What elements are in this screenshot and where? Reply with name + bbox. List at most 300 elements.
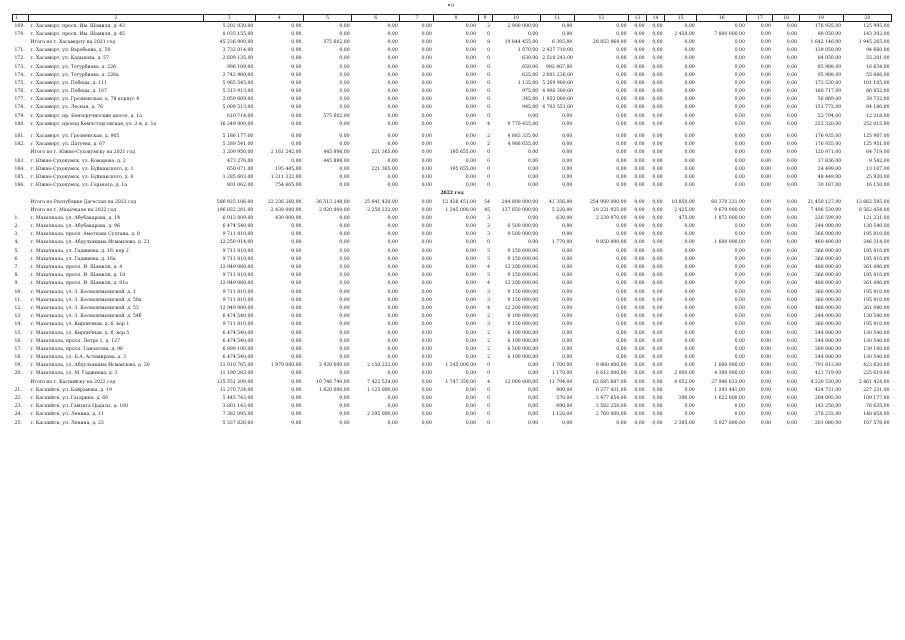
value-cell: 3 732 014,00 bbox=[222, 48, 254, 54]
value-cell: 0,00 bbox=[760, 322, 771, 328]
value-cell: 754 665,00 bbox=[275, 183, 302, 189]
value-cell: 0,00 bbox=[760, 240, 771, 246]
value-cell: 0,00 bbox=[291, 105, 302, 111]
value-cell: 473 276,00 bbox=[227, 158, 254, 164]
value-cell: 4 300 000,00 bbox=[714, 371, 745, 377]
page-number: 9 bbox=[450, 3, 455, 9]
row-number-cell: 19. bbox=[14, 363, 22, 369]
value-cell: 0,00 bbox=[616, 224, 627, 230]
value-cell: 22 236 260,00 bbox=[267, 199, 302, 205]
value-cell: 0,00 bbox=[786, 355, 798, 361]
value-cell: 13 107,00 bbox=[866, 166, 890, 172]
value-cell: 0,00 bbox=[562, 166, 573, 172]
value-cell: 1 600 000,00 bbox=[714, 240, 745, 246]
value-cell: 60 370 231,00 bbox=[711, 199, 745, 205]
value-cell: 0,00 bbox=[684, 363, 695, 369]
value-cell: 0,00 bbox=[339, 183, 350, 189]
value-cell: 12 000 000,00 bbox=[504, 379, 539, 385]
table-row bbox=[13, 386, 892, 394]
table-row bbox=[13, 394, 892, 402]
value-cell: 0,00 bbox=[734, 289, 745, 295]
value-cell: 0,00 bbox=[652, 105, 663, 111]
value-cell: 0,00 bbox=[634, 297, 645, 303]
value-cell: 0,00 bbox=[684, 174, 695, 180]
value-cell: 0,00 bbox=[421, 314, 432, 320]
value-cell: 24 499,00 bbox=[817, 166, 842, 172]
value-cell: 0,00 bbox=[734, 265, 745, 271]
table-row bbox=[13, 47, 892, 55]
address-cell: г. Махачкала, ул. З. Космодемьянской, д. 50а bbox=[30, 297, 142, 303]
row-number-cell: 18. bbox=[14, 355, 22, 361]
value-cell: 0,00 bbox=[684, 224, 695, 230]
value-cell: 5 313 913,00 bbox=[222, 89, 254, 95]
value-cell: 0,00 bbox=[652, 97, 663, 103]
value-cell: 7 422 524,00 bbox=[367, 379, 398, 385]
table-row bbox=[13, 182, 892, 190]
value-cell: 0,00 bbox=[684, 89, 695, 95]
row-number-cell: 8. bbox=[14, 273, 19, 279]
column-number-6: 6 bbox=[352, 15, 400, 22]
value-cell: 0,00 bbox=[734, 89, 745, 95]
value-cell: 0,00 bbox=[616, 121, 627, 127]
value-cell: 1 245 000,00 bbox=[445, 363, 477, 369]
value-cell: 0,00 bbox=[760, 97, 771, 103]
value-cell: 0,00 bbox=[760, 121, 771, 127]
value-cell: 0,00 bbox=[291, 23, 302, 29]
value-cell: 0,00 bbox=[616, 174, 627, 180]
value-cell: 0,00 bbox=[616, 23, 627, 29]
value-cell: 0,00 bbox=[684, 387, 695, 393]
address-cell: г. Южно-Сухокумск, ул. Буйнакского, д. 6 bbox=[30, 174, 134, 180]
value-cell: 0,00 bbox=[562, 142, 573, 148]
value-cell: 143 302,00 bbox=[863, 31, 890, 37]
value-cell: 0,00 bbox=[652, 64, 663, 70]
value-cell: 4 906 300,00 bbox=[542, 89, 573, 95]
value-cell: 0,00 bbox=[634, 207, 645, 213]
value-cell: 0,00 bbox=[786, 166, 798, 172]
value-cell: 0,00 bbox=[387, 338, 398, 344]
value-cell: 0,00 bbox=[734, 183, 745, 189]
address-cell: г. Хасавюрт, ул. Тотурбиева, д. 226 bbox=[30, 64, 117, 70]
value-cell: 11 794,00 bbox=[548, 379, 573, 385]
value-cell: 2 385,00 bbox=[674, 420, 695, 426]
table-row bbox=[13, 223, 892, 231]
value-cell: 0,00 bbox=[465, 215, 477, 221]
value-cell: 0,00 bbox=[291, 158, 302, 164]
value-cell: 0,00 bbox=[387, 142, 398, 148]
value-cell: 0,00 bbox=[734, 64, 745, 70]
table-row bbox=[13, 354, 892, 362]
value-cell: 0,00 bbox=[465, 113, 477, 119]
value-cell: 0,00 bbox=[562, 297, 573, 303]
address-cell: г. Махачкала, ул. З. Космодемьянской, д. 53 bbox=[30, 305, 139, 311]
value-cell: 0,00 bbox=[760, 281, 771, 287]
table-row bbox=[13, 411, 892, 419]
value-cell: 0,00 bbox=[387, 396, 398, 402]
value-cell: 0,00 bbox=[634, 97, 645, 103]
value-cell: 0 bbox=[487, 72, 491, 78]
address-cell: г. Махачкала, просп. Петра 1, д. 127 bbox=[30, 338, 120, 344]
value-cell: 0,00 bbox=[562, 23, 573, 29]
value-cell: 0,00 bbox=[616, 142, 627, 148]
value-cell: 0,00 bbox=[734, 281, 745, 287]
value-cell: 0,00 bbox=[786, 232, 798, 238]
value-cell: 0,00 bbox=[634, 48, 645, 54]
row-number-cell: 11. bbox=[14, 297, 22, 303]
value-cell: 0,00 bbox=[786, 113, 798, 119]
value-cell: 0,00 bbox=[291, 379, 302, 385]
value-cell: 0,00 bbox=[684, 305, 695, 311]
value-cell: 0,00 bbox=[339, 105, 350, 111]
value-cell: 244 000,00 bbox=[814, 330, 842, 336]
value-cell: 25 920,00 bbox=[866, 174, 890, 180]
value-cell: 0,00 bbox=[339, 289, 350, 295]
value-cell: 0,00 bbox=[786, 56, 798, 62]
row-number-cell: 6. bbox=[14, 256, 19, 262]
row-number-cell bbox=[13, 206, 29, 214]
value-cell: 0,00 bbox=[786, 314, 798, 320]
value-cell: 0,00 bbox=[734, 39, 745, 45]
value-cell: 12 318,00 bbox=[866, 113, 890, 119]
value-cell: 0,00 bbox=[339, 64, 350, 70]
value-cell: 21 010 765,00 bbox=[219, 363, 254, 369]
value-cell: 0 bbox=[487, 89, 491, 95]
value-cell: 460 400,00 bbox=[814, 240, 842, 246]
value-cell: 0,00 bbox=[634, 420, 645, 426]
value-cell: 0,00 bbox=[465, 289, 477, 295]
value-cell: 5 220,00 bbox=[551, 207, 573, 213]
value-cell: 0,00 bbox=[652, 314, 663, 320]
value-cell: 0,00 bbox=[634, 338, 645, 344]
value-cell: 1 125 000,00 bbox=[367, 387, 398, 393]
value-cell: 0,00 bbox=[684, 289, 695, 295]
address-cell: Итого по Республике Дагестан на 2022 год bbox=[30, 199, 137, 205]
column-number-10: 10 bbox=[492, 15, 540, 22]
value-cell: 9 711 810,00 bbox=[222, 256, 254, 262]
value-cell: 0,00 bbox=[387, 48, 398, 54]
value-cell: 0,00 bbox=[421, 113, 432, 119]
value-cell: 0,00 bbox=[652, 379, 663, 385]
value-cell: 0,00 bbox=[528, 158, 539, 164]
value-cell: 0,00 bbox=[465, 256, 477, 262]
value-cell: 0,00 bbox=[421, 240, 432, 246]
value-cell: 0,00 bbox=[291, 346, 302, 352]
row-number-cell: 13. bbox=[14, 314, 22, 320]
value-cell: 0,00 bbox=[339, 224, 350, 230]
value-cell: 0,00 bbox=[339, 281, 350, 287]
value-cell: 0,00 bbox=[786, 121, 798, 127]
value-cell: 0,00 bbox=[465, 23, 477, 29]
value-cell: 0,00 bbox=[684, 281, 695, 287]
value-cell: 0,00 bbox=[734, 121, 745, 127]
value-cell: 0,00 bbox=[684, 72, 695, 78]
value-cell: 2 150 232,00 bbox=[367, 363, 398, 369]
value-cell: 366 000,00 bbox=[814, 297, 842, 303]
value-cell: 0,00 bbox=[387, 105, 398, 111]
value-cell: 0,00 bbox=[421, 404, 432, 410]
value-cell: 0,00 bbox=[760, 297, 771, 303]
value-cell: 625,00 bbox=[522, 72, 539, 78]
value-cell: 0,00 bbox=[684, 265, 695, 271]
value-cell: 6 474 540,00 bbox=[222, 330, 254, 336]
value-cell: 9 850 000,00 bbox=[595, 240, 627, 246]
value-cell: 0,00 bbox=[387, 39, 398, 45]
row-number-cell: 175. bbox=[14, 80, 25, 86]
address-cell: г. Махачкала, ул. Кирпичная, д. 6, кор 5 bbox=[30, 330, 130, 336]
value-cell: 1 747 350,00 bbox=[445, 379, 477, 385]
value-cell: 0,00 bbox=[465, 31, 477, 37]
value-cell: 0,00 bbox=[634, 142, 645, 148]
value-cell: 445 898,00 bbox=[323, 150, 350, 156]
value-cell: 0,00 bbox=[421, 363, 432, 369]
value-cell: 0,00 bbox=[760, 330, 771, 336]
table-row bbox=[13, 149, 892, 157]
value-cell: 261 080,00 bbox=[863, 305, 890, 311]
value-cell: 2 742 960,00 bbox=[222, 72, 254, 78]
value-cell: 0 bbox=[487, 396, 491, 402]
value-cell: 0,00 bbox=[734, 158, 745, 164]
value-cell: 6 500 000,00 bbox=[507, 346, 539, 352]
value-cell: 0,00 bbox=[291, 396, 302, 402]
value-cell: 0,00 bbox=[760, 355, 771, 361]
value-cell: 0,00 bbox=[786, 134, 798, 140]
column-number-8: 8 bbox=[434, 15, 478, 22]
value-cell: 0,00 bbox=[616, 330, 627, 336]
value-cell: 0,00 bbox=[786, 420, 798, 426]
value-cell: 5 269 900,00 bbox=[542, 80, 573, 86]
address-cell: г. Махачкала, ул. Гаджиева, д. 16, кор 2 bbox=[30, 248, 129, 254]
table-row bbox=[13, 280, 892, 288]
value-cell: 0,00 bbox=[734, 297, 745, 303]
value-cell: 0,00 bbox=[528, 363, 539, 369]
value-cell: 0,00 bbox=[652, 338, 663, 344]
value-cell: 0,00 bbox=[734, 142, 745, 148]
value-cell: 0,00 bbox=[760, 113, 771, 119]
value-cell: 0,00 bbox=[616, 346, 627, 352]
table-row bbox=[13, 30, 892, 38]
value-cell: 0,00 bbox=[734, 72, 745, 78]
value-cell: 0 bbox=[487, 48, 491, 54]
value-cell: 0,00 bbox=[465, 39, 477, 45]
value-cell: 0,00 bbox=[421, 39, 432, 45]
value-cell: 0 bbox=[487, 105, 491, 111]
value-cell: 0,00 bbox=[786, 330, 798, 336]
value-cell: 0,00 bbox=[760, 224, 771, 230]
value-cell: 0,00 bbox=[684, 105, 695, 111]
value-cell: 0,00 bbox=[652, 265, 663, 271]
value-cell: 0,00 bbox=[339, 404, 350, 410]
value-cell: 2 195 000,00 bbox=[367, 412, 398, 418]
value-cell: 0,00 bbox=[786, 105, 798, 111]
value-cell: 1 600 000,00 bbox=[714, 363, 745, 369]
value-cell: 0,00 bbox=[421, 64, 432, 70]
value-cell: 0,00 bbox=[760, 56, 771, 62]
value-cell: 0,00 bbox=[528, 174, 539, 180]
value-cell: 0,00 bbox=[634, 72, 645, 78]
value-cell: 0,00 bbox=[465, 134, 477, 140]
table-row bbox=[13, 120, 892, 128]
value-cell: 0,00 bbox=[634, 134, 645, 140]
value-cell: 0,00 bbox=[734, 330, 745, 336]
value-cell: 0,00 bbox=[562, 121, 573, 127]
value-cell: 28 853 964,00 bbox=[592, 39, 627, 45]
value-cell: 0 bbox=[487, 363, 491, 369]
value-cell: 160 717,00 bbox=[814, 89, 842, 95]
value-cell: 0,00 bbox=[652, 183, 663, 189]
data-table bbox=[12, 14, 892, 427]
value-cell: 0,00 bbox=[421, 297, 432, 303]
column-number-12: 12 bbox=[574, 15, 628, 22]
value-cell: 690,00 bbox=[556, 404, 573, 410]
value-cell: 0,00 bbox=[339, 174, 350, 180]
row-number-cell: 182. bbox=[14, 142, 25, 148]
value-cell: 0,00 bbox=[339, 72, 350, 78]
column-number-11: 11 bbox=[540, 15, 574, 22]
value-cell: 0,00 bbox=[634, 289, 645, 295]
value-cell: 16 634,00 bbox=[866, 64, 890, 70]
table-row bbox=[13, 22, 892, 31]
value-cell: 0,00 bbox=[786, 305, 798, 311]
value-cell: 0,00 bbox=[387, 297, 398, 303]
address-cell: г. Хасавюрт, ул. Грозненская, д. 78 корпус 4 bbox=[30, 97, 140, 103]
value-cell: 0,00 bbox=[465, 338, 477, 344]
value-cell: 0,00 bbox=[465, 346, 477, 352]
column-number-5: 5 bbox=[303, 15, 351, 22]
value-cell: 0,00 bbox=[786, 31, 798, 37]
value-cell: 63 685 687,00 bbox=[592, 379, 627, 385]
value-cell: 0,00 bbox=[465, 387, 477, 393]
value-cell: 650 071,00 bbox=[227, 166, 254, 172]
value-cell: 3 bbox=[487, 215, 491, 221]
value-cell: 0,00 bbox=[421, 224, 432, 230]
value-cell: 0,00 bbox=[684, 322, 695, 328]
value-cell: 0,00 bbox=[562, 224, 573, 230]
value-cell: 0,00 bbox=[562, 265, 573, 271]
address-cell: г. Хасавюрт, ул. Грозненская, д. 905 bbox=[30, 134, 120, 140]
value-cell: 0,00 bbox=[421, 420, 432, 426]
value-cell: 0,00 bbox=[421, 97, 432, 103]
value-cell: 0,00 bbox=[465, 142, 477, 148]
value-cell: 1 952 000,00 bbox=[542, 97, 573, 103]
value-cell: 29 231 925,00 bbox=[592, 207, 627, 213]
address-cell: г. Хасавюрт, ул. Победы, д. 107 bbox=[30, 89, 107, 95]
value-cell: 0,00 bbox=[786, 48, 798, 54]
table-row bbox=[13, 272, 892, 280]
value-cell: 0,00 bbox=[616, 289, 627, 295]
value-cell: 0,00 bbox=[734, 48, 745, 54]
value-cell: 195 810,00 bbox=[863, 232, 890, 238]
table-row bbox=[13, 296, 892, 304]
row-number-cell bbox=[13, 38, 29, 46]
value-cell: 7 496 530,00 bbox=[810, 207, 842, 213]
value-cell: 0,00 bbox=[421, 338, 432, 344]
table-row bbox=[13, 403, 892, 411]
value-cell: 0,00 bbox=[421, 322, 432, 328]
value-cell: 0,00 bbox=[616, 273, 627, 279]
value-cell: 0,00 bbox=[760, 80, 771, 86]
value-cell: 0,00 bbox=[465, 174, 477, 180]
value-cell: 0,00 bbox=[734, 56, 745, 62]
value-cell: 3 801 143,00 bbox=[222, 404, 254, 410]
value-cell: 0,00 bbox=[339, 338, 350, 344]
value-cell: 0,00 bbox=[616, 105, 627, 111]
value-cell: 8 562 454,00 bbox=[858, 207, 890, 213]
value-cell: 0,00 bbox=[421, 89, 432, 95]
value-cell: 1 770,00 bbox=[551, 240, 573, 246]
value-cell: 0,00 bbox=[339, 412, 350, 418]
value-cell: 13 662 585,00 bbox=[855, 199, 890, 205]
value-cell: 575 602,00 bbox=[323, 39, 350, 45]
value-cell: 0,00 bbox=[528, 420, 539, 426]
value-cell: 0,00 bbox=[634, 39, 645, 45]
value-cell: 0,00 bbox=[760, 305, 771, 311]
value-cell: 0,00 bbox=[734, 105, 745, 111]
address-cell: г. Южно-Сухокумск, ул. Горького, д. 1а bbox=[30, 183, 127, 189]
value-cell: 0,00 bbox=[339, 248, 350, 254]
value-cell: 0,00 bbox=[421, 396, 432, 402]
value-cell: 0,00 bbox=[634, 314, 645, 320]
value-cell: 0,00 bbox=[562, 330, 573, 336]
value-cell: 148 854,00 bbox=[863, 412, 890, 418]
scan-artifact-dot bbox=[448, 4, 450, 6]
value-cell: 0,00 bbox=[616, 265, 627, 271]
value-cell: 0,00 bbox=[786, 371, 798, 377]
value-cell: 4 bbox=[487, 305, 491, 311]
value-cell: 0,00 bbox=[339, 355, 350, 361]
table-row bbox=[13, 239, 892, 247]
value-cell: 0,00 bbox=[387, 346, 398, 352]
table-row bbox=[13, 79, 892, 87]
value-cell: 0,00 bbox=[291, 113, 302, 119]
value-cell: 0,00 bbox=[465, 305, 477, 311]
value-cell: 0,00 bbox=[786, 265, 798, 271]
value-cell: 345,00 bbox=[522, 97, 539, 103]
value-cell: 630,00 bbox=[522, 56, 539, 62]
value-cell: 0,00 bbox=[634, 89, 645, 95]
value-cell: 0,00 bbox=[528, 404, 539, 410]
value-cell: 0,00 bbox=[652, 121, 663, 127]
value-cell: 3 bbox=[487, 248, 491, 254]
value-cell: 6 474 540,00 bbox=[222, 338, 254, 344]
value-cell: 0,00 bbox=[734, 404, 745, 410]
value-cell: 3 582 258,00 bbox=[595, 404, 627, 410]
value-cell: 0,00 bbox=[634, 121, 645, 127]
value-cell: 0,00 bbox=[760, 420, 771, 426]
value-cell: 5 009 513,00 bbox=[222, 105, 254, 111]
value-cell: 244 800 000,00 bbox=[501, 199, 539, 205]
value-cell: 0,00 bbox=[465, 56, 477, 62]
address-cell: г. Хасавюрт, ул. Кадыкова, д. 57 bbox=[30, 56, 109, 62]
row-number-cell: 5. bbox=[14, 248, 19, 254]
value-cell: 3 477 654,00 bbox=[595, 396, 627, 402]
value-cell: 0,00 bbox=[760, 150, 771, 156]
value-cell: 30 187,00 bbox=[817, 183, 842, 189]
value-cell: 0,00 bbox=[760, 265, 771, 271]
value-cell: 0,00 bbox=[465, 420, 477, 426]
value-cell: 0,00 bbox=[786, 297, 798, 303]
value-cell: 253 320,00 bbox=[814, 121, 842, 127]
value-cell: 0,00 bbox=[652, 240, 663, 246]
value-cell: 975,00 bbox=[522, 89, 539, 95]
value-cell: 3 bbox=[487, 297, 491, 303]
value-cell: 195 445,00 bbox=[275, 166, 302, 172]
value-cell: 0,00 bbox=[684, 56, 695, 62]
value-cell: 0,00 bbox=[760, 72, 771, 78]
value-cell: 0,00 bbox=[465, 72, 477, 78]
value-cell: 0,00 bbox=[734, 256, 745, 262]
row-number-cell: 23. bbox=[14, 404, 22, 410]
value-cell: 0,00 bbox=[465, 158, 477, 164]
